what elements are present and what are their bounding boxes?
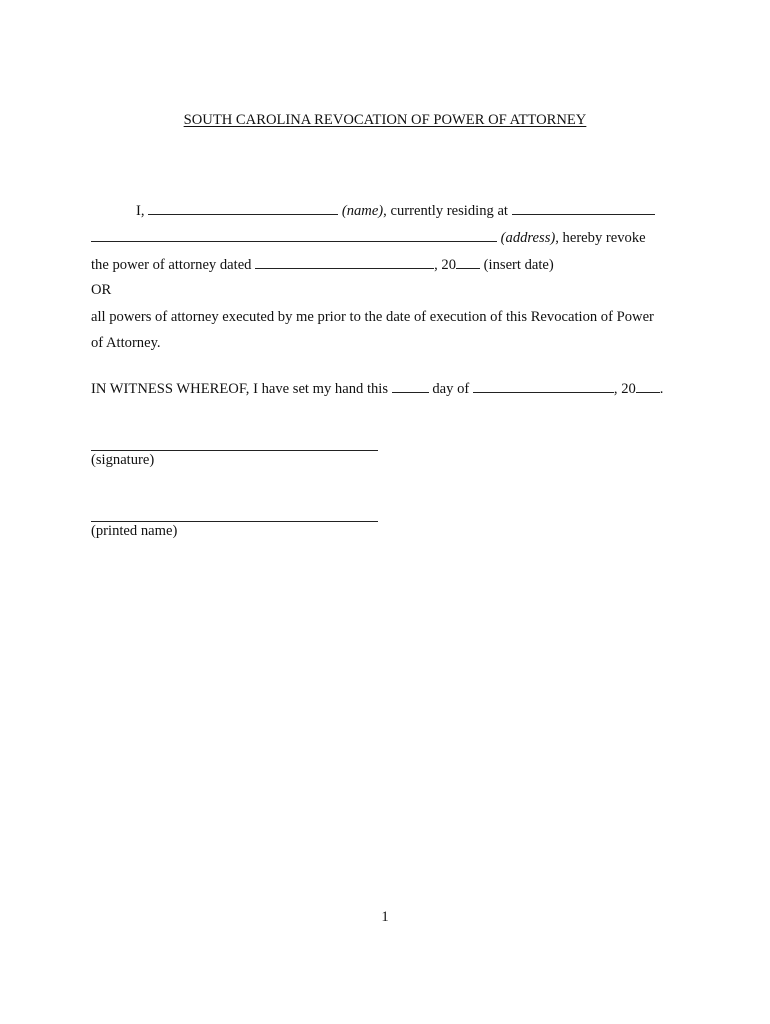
witness-day-blank[interactable]: [392, 379, 429, 393]
revocation-line-1: [136, 201, 655, 220]
page-number: 1: [381, 909, 389, 925]
poa-date-blank[interactable]: [255, 255, 434, 269]
insert-date-hint: (insert date): [483, 257, 554, 273]
year-prefix-text: , 20: [434, 257, 457, 273]
residing-text: , currently residing at: [383, 203, 508, 219]
poa-year-blank[interactable]: [456, 255, 480, 269]
all-powers-line-1: all powers of attorney executed by me prior to the date of execution of this Revocation of Power: [91, 309, 654, 325]
address-blank-2[interactable]: [91, 228, 497, 242]
address-blank-1[interactable]: [512, 201, 655, 215]
address-hint: (address): [500, 230, 556, 246]
witness-month-blank[interactable]: [473, 379, 614, 393]
witness-year-blank[interactable]: [636, 379, 660, 393]
signature-label: (signature): [91, 452, 155, 468]
name-blank[interactable]: [148, 201, 338, 215]
revocation-line-2: [91, 228, 646, 247]
poa-dated-text: the power of attorney dated: [91, 257, 252, 273]
revocation-line-3: [91, 255, 554, 274]
all-powers-line-2: of Attorney.: [91, 335, 161, 351]
or-text: OR: [91, 282, 112, 298]
name-hint: (name): [341, 203, 384, 219]
witness-end: .: [659, 381, 664, 397]
witness-day-text: day of: [432, 381, 470, 397]
witness-line: [91, 379, 663, 398]
printed-name-label: (printed name): [91, 523, 178, 539]
witness-year-prefix: , 20: [613, 381, 636, 397]
declarant-prefix: I,: [136, 203, 145, 219]
hereby-revoke-text: , hereby revoke: [555, 230, 646, 246]
document-title: SOUTH CAROLINA REVOCATION OF POWER OF ATTORNEY: [183, 112, 587, 128]
witness-prefix: IN WITNESS WHEREOF, I have set my hand this: [91, 381, 389, 397]
